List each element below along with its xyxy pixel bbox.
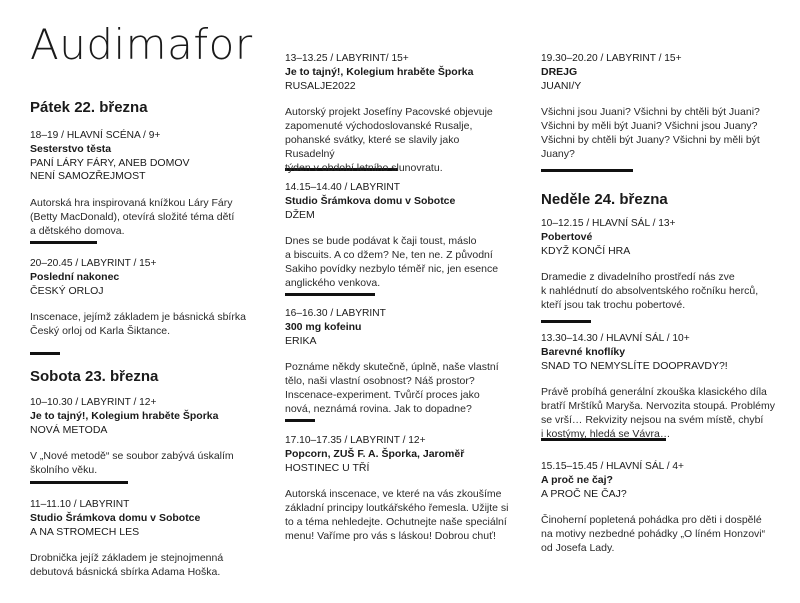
divider [30, 481, 128, 484]
event-ensemble: Poslední nakonec [30, 270, 120, 283]
event-description-line: se vrší… Rekvizity nejsou na svém místě, chybí [541, 413, 764, 426]
event-title: NENÍ SAMOZŘEJMOST [30, 170, 146, 183]
event-dzem [285, 181, 510, 291]
event-title: DŽEM [285, 208, 315, 221]
event-description-line: anglického venkova. [285, 276, 381, 289]
event-title: KDYŽ KONČÍ HRA [541, 244, 631, 257]
event-meta: 14.15–14.40 / LABYRINT [285, 182, 400, 193]
event-description-line: k nahlédnutí do absolventského ročníku herců, [541, 285, 759, 298]
event-title: ERIKA [285, 334, 317, 347]
event-description [30, 552, 255, 580]
event-ensemble: Je to tajný!, Kolegium hraběte Šporka [30, 409, 219, 422]
event-description-line: tělo, naši vlastní osobnost? Náš prostor? [285, 375, 475, 388]
day-heading-sunday: Neděle 24. března [541, 191, 668, 208]
event-description-line: Všichni by měli být Juani? Všichni jsou Juany? [541, 120, 758, 133]
event-description-line: bratří Mrštíků Maryša. Nervozita stoupá. Problémy [541, 400, 775, 413]
event-description-line: Inscenace, jejímž základem je básnická sbírka [30, 311, 246, 324]
event-ensemble: Pobertové [541, 230, 593, 243]
day-heading-friday: Pátek 22. března [30, 99, 148, 116]
event-description-line: Inscenace-experiment. Tvůrčí proces jako [285, 388, 480, 401]
event-meta: 10–10.30 / LABYRINT / 12+ [30, 397, 157, 408]
event-description-line: zapomenuté východoslovanské Rusalje, [285, 120, 473, 133]
audimafor-logo: Audimafor [30, 20, 253, 69]
event-meta: 16–16.30 / LABYRINT [285, 308, 386, 319]
event-description-line: Dnes se bude podávat k čaji toust, máslo [285, 235, 477, 248]
event-a-proc-ne-caj [541, 460, 781, 556]
event-description-line: Autorská hra inspirovaná knížkou Láry Fáry [30, 197, 233, 210]
event-description-line: Drobnička jejíž základem je stejnojmenná [30, 552, 224, 565]
event-meta: 17.10–17.35 / LABYRINT / 12+ [285, 435, 426, 446]
event-description-line: a dětského domova. [30, 224, 125, 237]
event-description-line: Juany? [541, 147, 575, 160]
divider [541, 320, 591, 323]
event-description-line: to a téma nehledejte. Ochutnejte naše speciální [285, 515, 507, 528]
event-meta: 19.30–20.20 / LABYRINT / 15+ [541, 53, 682, 64]
event-description-line: a biscuits. A co džem? Ne, ten ne. Z původní [285, 249, 493, 262]
event-title: SNAD TO NEMYSLÍTE DOOPRAVDY?! [541, 359, 728, 372]
event-meta: 20–20.45 / LABYRINT / 15+ [30, 258, 157, 269]
event-meta: 10–12.15 / HLAVNÍ SÁL / 13+ [541, 218, 676, 229]
event-title: NOVÁ METODA [30, 423, 108, 436]
event-snad-to-nemyslite [541, 332, 781, 442]
event-description-line: Autorská inscenace, ve které na vás zkoušíme [285, 488, 502, 501]
event-ensemble: Studio Šrámkova domu v Sobotce [30, 511, 201, 524]
event-description-line: Poznáme někdy skutečně, úplně, naše vlastní [285, 361, 499, 374]
event-description-line: i kostýmy, hledá se Vávra… [541, 427, 671, 440]
event-description-line: Český orloj od Karla Šiktance. [30, 325, 171, 338]
event-posledni-nakonec [30, 257, 255, 339]
event-description [541, 386, 781, 441]
event-ensemble: 300 mg kofeinu [285, 320, 362, 333]
day-heading-saturday: Sobota 23. března [30, 368, 159, 385]
event-description-line: menu! Vaříme pro vás s láskou! Dobrou chuť! [285, 529, 496, 542]
event-title: RUSALJE2022 [285, 79, 356, 92]
event-description-line: Činoherní popletená pohádka pro děti i dospělé [541, 514, 762, 527]
event-description [541, 271, 781, 312]
event-rusalje2022 [285, 52, 510, 175]
event-title: JUANI/Y [541, 79, 582, 92]
event-description-line: nová, neznámá rovina. Jak to dopadne? [285, 402, 472, 415]
event-erika [285, 307, 510, 417]
event-description [285, 361, 510, 416]
divider [285, 419, 315, 422]
event-meta: 18–19 / HLAVNÍ SCÉNA / 9+ [30, 130, 161, 141]
event-ensemble: Barevné knoflíky [541, 345, 626, 358]
event-description [285, 106, 510, 175]
event-kdyz-konci-hra [541, 217, 781, 313]
event-description-line: od Josefa Lady. [541, 541, 615, 554]
event-description-line: debutová básnická sbírka Adama Hoška. [30, 566, 221, 579]
event-ensemble: Je to tajný!, Kolegium hraběte Šporka [285, 65, 474, 78]
divider [30, 241, 97, 244]
event-description [285, 235, 510, 290]
event-meta: 15.15–15.45 / HLAVNÍ SÁL / 4+ [541, 461, 685, 472]
event-meta: 13.30–14.30 / HLAVNÍ SÁL / 10+ [541, 333, 690, 344]
event-title: A PROČ NE ČAJ? [541, 487, 627, 500]
divider [541, 169, 633, 172]
event-description-line: pohanské svátky, které se slavily jako Rusadelný [285, 133, 460, 160]
event-nova-metoda [30, 396, 255, 478]
event-description [541, 514, 781, 555]
event-description-line: na motivy nezbedné pohádky „O líném Honzovi“ [541, 528, 766, 541]
event-description [30, 311, 255, 339]
event-title: A NA STROMECH LES [30, 525, 140, 538]
event-description-line: týden v období letního slunovratu. [285, 161, 443, 174]
event-sesterstvo-testa [30, 129, 255, 239]
event-description [285, 488, 510, 543]
divider [30, 352, 60, 355]
event-ensemble: Popcorn, ZUŠ F. A. Šporka, Jaroměř [285, 447, 465, 460]
event-ensemble: Studio Šrámkova domu v Sobotce [285, 194, 456, 207]
event-description-line: Dramedie z divadelního prostředí nás zve [541, 271, 735, 284]
event-meta: 11–11.10 / LABYRINT [30, 499, 130, 510]
event-title: HOSTINEC U TŘÍ [285, 461, 370, 474]
event-title: ČESKÝ ORLOJ [30, 284, 104, 297]
event-ensemble: A proč ne čaj? [541, 473, 613, 486]
event-description-line: základní principy loutkářského řemesla. Užijte si [285, 502, 509, 515]
event-description-line: Právě probíhá generální zkouška klasického díla [541, 386, 767, 399]
event-title: PANÍ LÁRY FÁRY, ANEB DOMOV [30, 156, 190, 169]
event-description-line: Všichni by chtěli být Juany? Všichni by měli být [541, 133, 760, 146]
event-description-line: školního věku. [30, 464, 98, 477]
event-hostinec-u-tri [285, 434, 510, 544]
event-meta: 13–13.25 / LABYRINT/ 15+ [285, 53, 409, 64]
event-juani-y [541, 52, 781, 162]
divider [285, 293, 375, 296]
event-description [30, 197, 255, 238]
event-a-na-stromech-les [30, 498, 255, 580]
event-description-line: V „Nové metodě“ se soubor zabývá úskalím [30, 450, 234, 463]
event-description-line: Všichni jsou Juani? Všichni by chtěli být Juani? [541, 106, 760, 119]
event-ensemble: Sesterstvo těsta [30, 142, 112, 155]
event-description-line: Autorský projekt Josefíny Pacovské objevuje [285, 106, 493, 119]
event-description-line: (Betty MacDonald), otevírá složité téma dětí [30, 210, 235, 223]
event-description [541, 106, 781, 161]
event-ensemble: DREJG [541, 65, 578, 78]
event-description-line: Sakiho povídky nezbylo téměř nic, jen esence [285, 262, 499, 275]
event-description [30, 450, 255, 478]
event-description-line: kteří jsou tak trochu pobertové. [541, 298, 686, 311]
